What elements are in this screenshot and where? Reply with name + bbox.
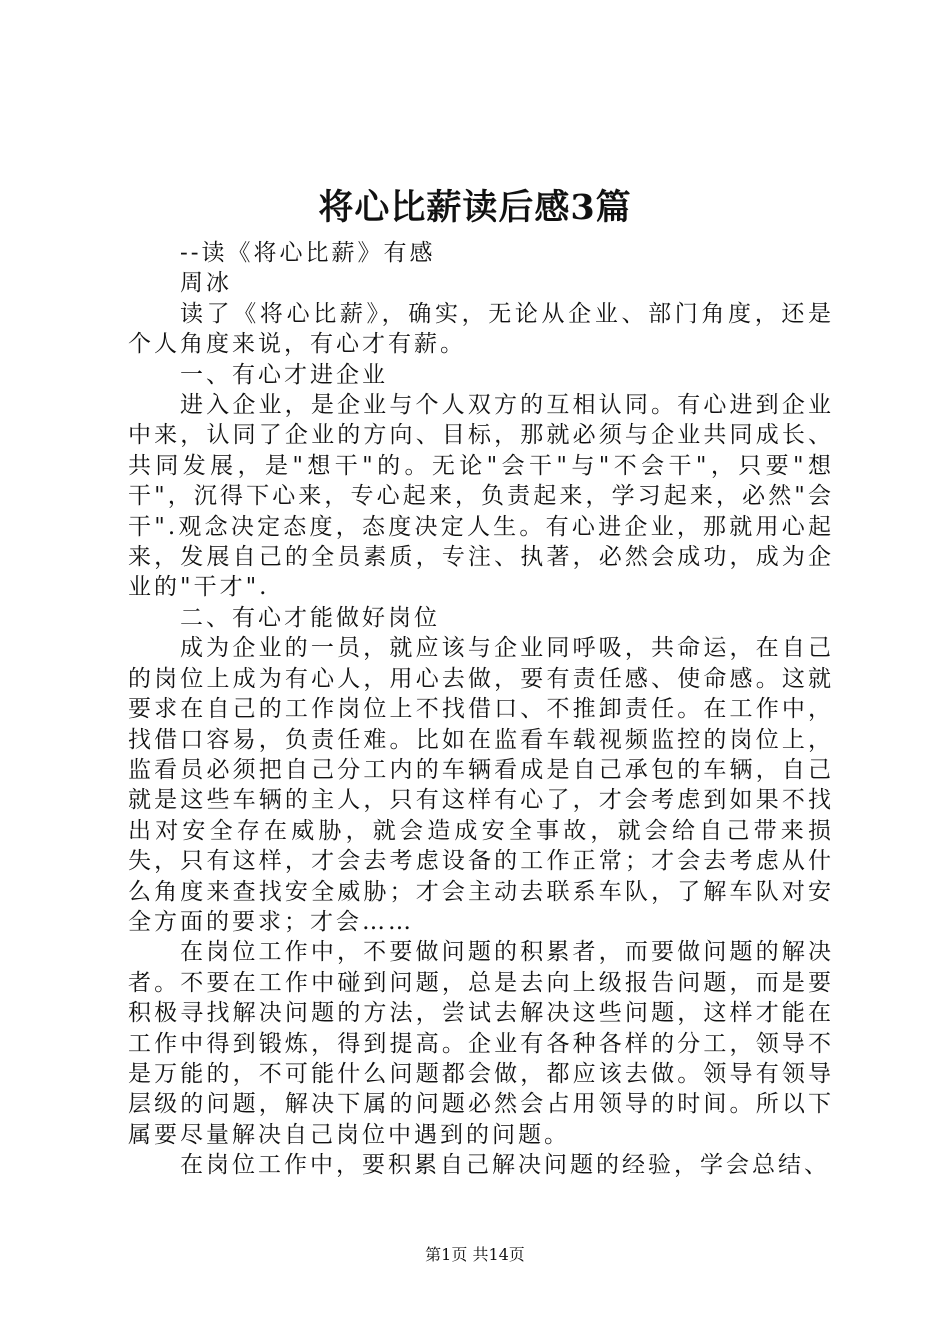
section-heading-2: 二、有心才能做好岗位 xyxy=(180,604,440,631)
paragraph: 读了《将心比薪》，确实，无论从企业、部门角度，还是个人角度来说，有心才有薪。 xyxy=(128,300,834,358)
paragraph: 在岗位工作中，要积累自己解决问题的经验，学会总结、 xyxy=(180,1152,830,1179)
document-body xyxy=(128,238,834,1181)
page-footer: 第1页 共14页 xyxy=(425,1245,525,1264)
subtitle-line: --读《将心比薪》有感 xyxy=(180,240,436,266)
paragraph: 在岗位工作中，不要做问题的积累者，而要做问题的解决者。不要在工作中碰到问题，总是去向上级报告问题，而是要积极寻找解决问题的方法，尝试去解决这些问题，这样才能在工作中得到锻炼，得到提高。企业有各种各样的分工，领导不是万能的，不可能什么问题都会做，都应该去做。领导有领导层级的问题，解决下属的问题必然会占用领导的时间。所以下属要尽量解决自己岗位中遇到的问题。 xyxy=(128,939,834,1148)
author-line: 周冰 xyxy=(180,270,232,297)
paragraph: 成为企业的一员，就应该与企业同呼吸，共命运，在自己的岗位上成为有心人，用心去做，要有责任感、使命感。这就要求在自己的工作岗位上不找借口、不推卸责任。在工作中，找借口容易，负责任难。比如在监看车载视频监控的岗位上，监看员必须把自己分工内的车辆看成是自己承包的车辆，自己就是这些车辆的主人，只有这样有心了，才会考虑到如果不找出对安全存在威胁，就会造成安全事故，就会给自己带来损失，只有这样，才会去考虑设备的工作正常；才会去考虑从什么角度来查找安全威胁；才会主动去联系车队，了解车队对安全方面的要求；才会…… xyxy=(128,635,834,935)
paragraph: 进入企业，是企业与个人双方的互相认同。有心进到企业中来，认同了企业的方向、目标，那就必须与企业共同成长、共同发展，是"想干"的。无论"会干"与"不会干"，只要"想干"，沉得下心来，专心起来，负责起来，学习起来，必然"会干".观念决定态度，态度决定人生。有心进企业，那就用心起来，发展自己的全员素质，专注、执著，必然会成功，成为企业的"干才". xyxy=(128,392,834,601)
section-heading-1: 一、有心才进企业 xyxy=(180,361,388,388)
document-title: 将心比薪读后感3篇 xyxy=(318,187,632,228)
